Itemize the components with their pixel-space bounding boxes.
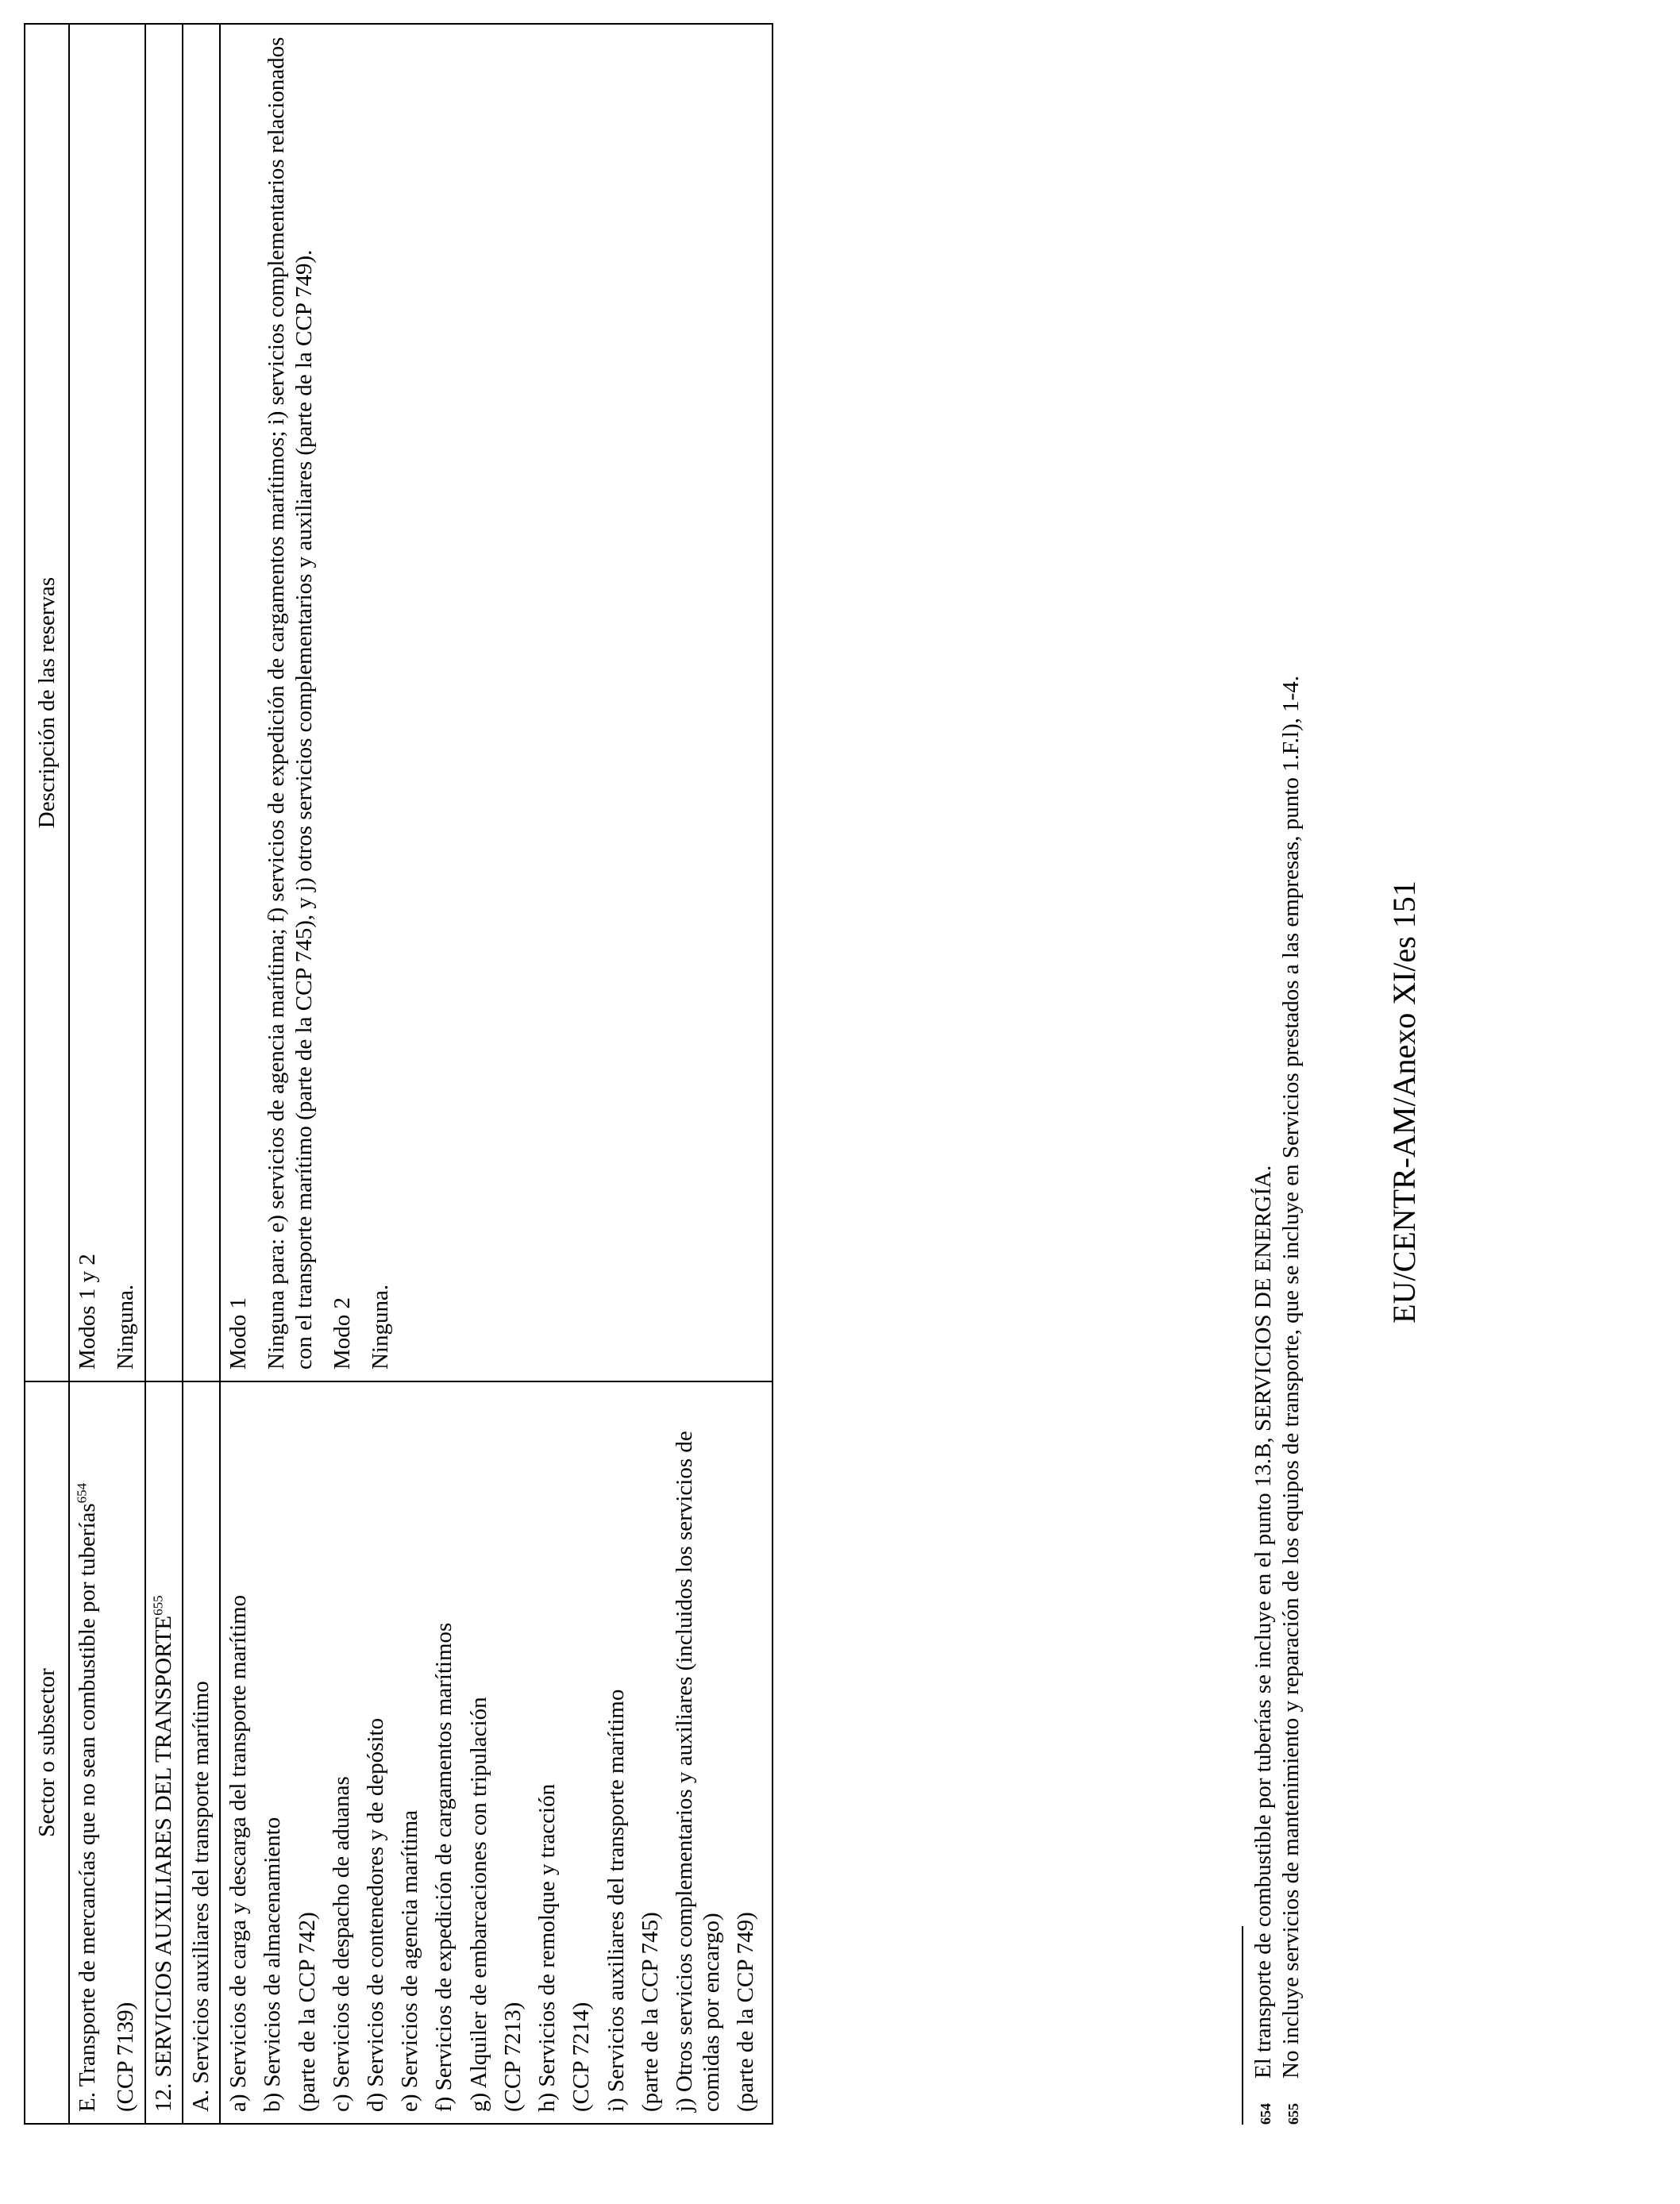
footnote-divider [1242,1926,1243,2125]
list-item: e) Servicios de agencia marítima [397,1809,423,2112]
list-item: (parte de la CCP 749) [733,1912,759,2112]
footnote-ref: 655 [150,1595,165,1616]
footnote-text: No incluye servicios de mantenimiento y reparación de los equipos de transporte, que se incluye en Servicios prestados a las empresas, punto 1.F.l), 1-4. [1278,675,1304,2079]
header-sector: Sector o subsector [25,1381,69,2124]
list-item: a) Servicios de carga y descarga del transporte marítimo [225,1594,252,2112]
footnote-ref: 654 [74,1482,90,1504]
sector-name [74,1390,101,2112]
table-header-row [25,24,69,2124]
sector-cell [69,1381,144,2124]
footnote-text: El transporte de combustible por tuberías se incluye en el punto 13.B, SERVICIOS DE ENERGÍA. [1250,1165,1276,2079]
footnote [1278,60,1304,2125]
mode-heading: Modos 1 y 2 [75,1254,101,1370]
list-item: (parte de la CCP 745) [637,1912,663,2112]
page-identifier: EU/CENTR-AM/Anexo XI/es 151 [1386,880,1422,1324]
mode-value: Ninguna para: e) servicios de agencia marítima; f) servicios de expedición de cargamentos marítimos; i) servicios complementarios relacionados con el transporte marítimo (parte de la CCP 745), y j) otros servicios complementarios y auxiliares (parte de la CCP 749). [264,37,317,1370]
list-item: b) Servicios de almacenamiento [260,1817,286,2112]
list-item: (CCP 7213) [499,2002,526,2112]
sector-code: (CCP 7139) [113,2002,139,2112]
table-row [145,24,183,2124]
list-item: j) Otros servicios complementarios y auxiliares (incluidos los servicios de comidas por encargo) [671,1431,725,2112]
mode-heading: Modo 2 [329,1297,355,1370]
mode-value: Ninguna. [367,1284,393,1370]
table-row [183,24,220,2124]
footnote [1250,60,1277,2125]
table-row [69,24,144,2124]
empty-cell [145,24,183,1381]
list-item: i) Servicios auxiliares del transporte marítimo [603,1689,629,2112]
subsector-list [220,1381,773,2124]
footnote-number: 655 [1285,2103,1301,2125]
section-heading-cell [145,1381,183,2124]
list-item: h) Servicios de remolque y tracción [534,1783,561,2112]
mode-heading: Modo 1 [225,1297,252,1370]
section-heading: 12. SERVICIOS AUXILIARES DEL TRANSPORTE [150,1615,176,2112]
footnote-number: 654 [1258,2103,1273,2125]
reservations-table [24,23,773,2125]
list-item: f) Servicios de expedición de cargamentos marítimos [431,1622,457,2112]
empty-cell [183,24,220,1381]
list-item: (CCP 7214) [568,2002,595,2112]
list-item: g) Alquiler de embarcaciones con tripulación [465,1697,491,2112]
list-item: c) Servicios de despacho de aduanas [328,1776,354,2112]
list-item: d) Servicios de contenedores y de depósito [362,1717,388,2112]
header-description: Descripción de las reservas [25,24,69,1381]
description-cell [69,24,144,1381]
table-row [220,24,773,2124]
mode-value: Ninguna. [113,1284,139,1370]
list-item: (parte de la CCP 742) [294,1912,320,2112]
description-cell [220,24,773,1381]
sector-name-text: E. Transporte de mercancías que no sean combustible por tuberías [75,1503,101,2112]
subsection-heading: A. Servicios auxiliares del transporte marítimo [183,1381,220,2124]
